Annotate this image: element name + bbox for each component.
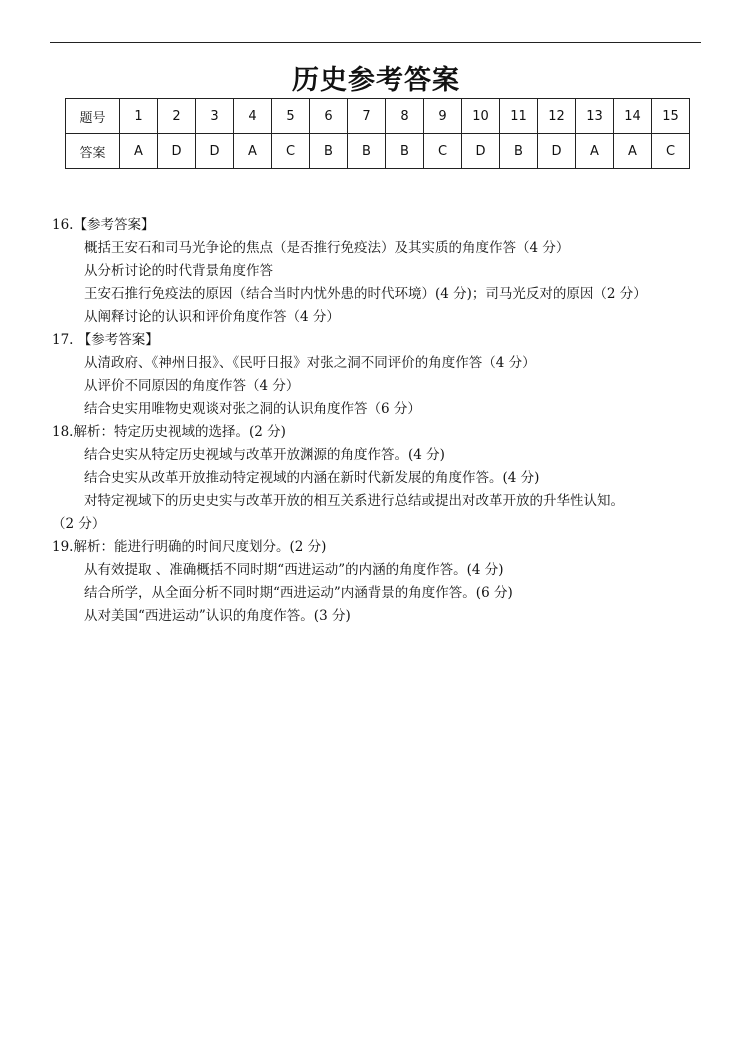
answer-line: 从清政府、《神州日报》、《民吁日报》对张之洞不同评价的角度作答（4 分） <box>84 355 536 371</box>
answer-cell: C <box>424 134 462 169</box>
question-number: 6 <box>310 99 348 134</box>
question-number: 7 <box>348 99 386 134</box>
answer-cell: B <box>310 134 348 169</box>
answer-cell: B <box>348 134 386 169</box>
question-number: 5 <box>272 99 310 134</box>
top-rule <box>50 42 701 43</box>
answer-table <box>65 98 690 169</box>
answer-cell: D <box>462 134 500 169</box>
answer-content <box>52 214 712 628</box>
answer-line: 王安石推行免疫法的原因（结合当时内忧外患的时代环境）(4 分)；司马光反对的原因（2 分） <box>84 286 647 302</box>
answer-cell: C <box>652 134 690 169</box>
answer-line: 从分析讨论的时代背景角度作答 <box>84 263 273 279</box>
question-number: 13 <box>576 99 614 134</box>
question-number: 14 <box>614 99 652 134</box>
answer-cell: A <box>576 134 614 169</box>
section-heading: 17. 【参考答案】 <box>52 332 159 348</box>
answer-cell: D <box>538 134 576 169</box>
question-number: 15 <box>652 99 690 134</box>
answer-cell: D <box>158 134 196 169</box>
question-number: 8 <box>386 99 424 134</box>
section-18 <box>52 421 712 536</box>
answer-cell: A <box>234 134 272 169</box>
answer-line: 从阐释讨论的认识和评价角度作答（4 分） <box>84 309 340 325</box>
question-number: 12 <box>538 99 576 134</box>
answer-line: 结合史实用唯物史观谈对张之洞的认识角度作答（6 分） <box>84 401 421 417</box>
answer-cell: A <box>120 134 158 169</box>
number-row <box>66 99 690 134</box>
question-number: 2 <box>158 99 196 134</box>
answer-cell: D <box>196 134 234 169</box>
section-16 <box>52 214 712 329</box>
question-number: 4 <box>234 99 272 134</box>
answer-cell: A <box>614 134 652 169</box>
answer-line: 从有效提取 、准确概括不同时期“西进运动”的内涵的角度作答。(4 分) <box>84 562 504 578</box>
answer-cell: B <box>500 134 538 169</box>
answer-line: 对特定视域下的历史史实与改革开放的相互关系进行总结或提出对改革开放的升华性认知。 <box>84 493 624 509</box>
section-19 <box>52 536 712 628</box>
question-number: 1 <box>120 99 158 134</box>
row-header-answer: 答案 <box>66 134 120 169</box>
answer-line: 从评价不同原因的角度作答（4 分） <box>84 378 300 394</box>
answer-line: 概括王安石和司马光争论的焦点（是否推行免疫法）及其实质的角度作答（4 分） <box>84 240 570 256</box>
page-title: 历史参考答案 <box>292 65 460 96</box>
question-number: 3 <box>196 99 234 134</box>
section-heading: 19.解析：能进行明确的时间尺度划分。(2 分) <box>52 539 327 555</box>
question-number: 9 <box>424 99 462 134</box>
answer-line: 结合史实从改革开放推动特定视域的内涵在新时代新发展的角度作答。(4 分) <box>84 470 540 486</box>
answer-cell: B <box>386 134 424 169</box>
answer-line-tail: （2 分） <box>52 516 106 532</box>
row-header-number: 题号 <box>66 99 120 134</box>
answer-cell: C <box>272 134 310 169</box>
section-heading: 16.【参考答案】 <box>52 217 155 233</box>
question-number: 11 <box>500 99 538 134</box>
answer-row <box>66 134 690 169</box>
question-number: 10 <box>462 99 500 134</box>
answer-line: 从对美国“西进运动”认识的角度作答。(3 分) <box>84 608 351 624</box>
answer-line: 结合史实从特定历史视域与改革开放渊源的角度作答。(4 分) <box>84 447 445 463</box>
section-heading: 18.解析：特定历史视域的选择。(2 分) <box>52 424 286 440</box>
answer-line: 结合所学，从全面分析不同时期“西进运动”内涵背景的角度作答。(6 分) <box>84 585 513 601</box>
section-17 <box>52 329 712 421</box>
